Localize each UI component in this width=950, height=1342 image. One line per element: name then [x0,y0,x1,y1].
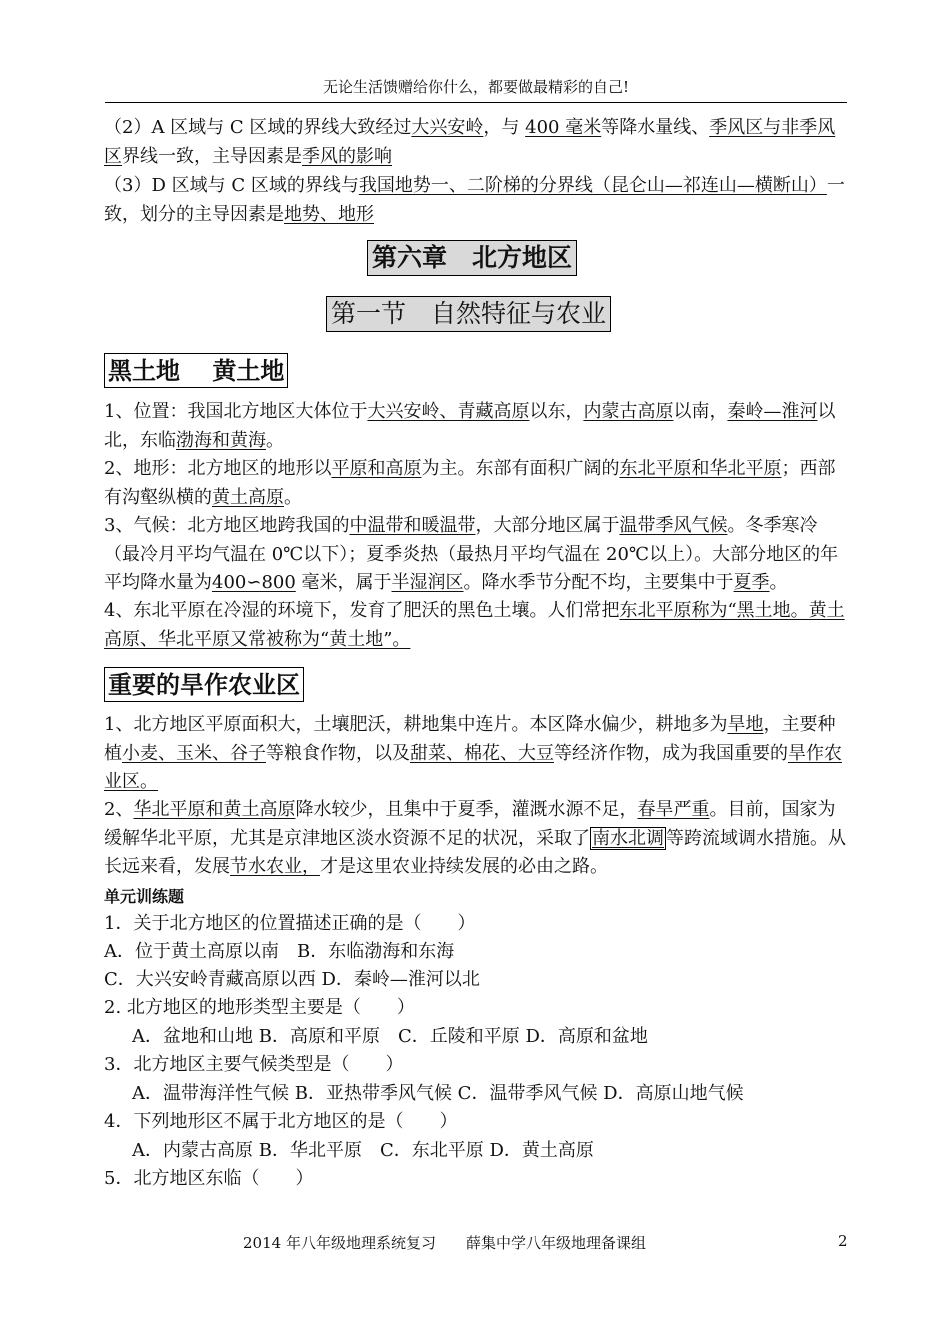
text-run: 毫米，属于 [295,572,392,593]
exercise-line: 2. 北方地区的地形类型主要是（ ） [104,997,415,1018]
answer-underline: 大兴安岭 [411,117,484,138]
text-run: 以北，东临 [104,401,836,451]
text-run: 3、气候：北方地区地跨我国的 [104,515,350,536]
answer-underline: 甜菜、棉花、大豆 [410,742,554,764]
exercise-line: 3．北方地区主要气候类型是（ ） [104,1054,404,1075]
answer-underline: 半湿润区 [391,572,464,593]
exercise-line: A．位于黄土高原以南 B．东临渤海和东海 [104,941,455,962]
text-run: 。 [769,572,788,593]
block1-item-2 [104,455,848,512]
exercise-line: A．内蒙古高原 B．华北平原 C．东北平原 D．黄土高原 [132,1140,594,1161]
text-run: 。 [266,429,284,451]
answer-underline: 春旱严重 [637,799,710,820]
text-run: 2、 [104,799,134,820]
intro-paragraph-2 [104,114,848,171]
answer-underline: 旱作农业区。 [104,742,842,792]
block2-item-2 [104,796,848,882]
text-run: 1、位置：我国北方地区大体位于 [104,401,368,422]
answer-underline: 中温带和暖温带 [349,515,476,536]
answer-underline: 东北平原和华北平原 [619,458,782,479]
exercise-line: A．盆地和山地 B．高原和平原 C．丘陵和平原 D．高原和盆地 [132,1026,648,1047]
text-run: 。 [284,486,302,508]
page-number: 2 [838,1232,848,1250]
text-run: ；西部有沟壑纵横的 [104,458,836,508]
exercise-line: 4．下列地形区不属于北方地区的是（ ） [104,1111,458,1132]
block1-item-1 [104,398,848,455]
block1-item-4 [104,597,848,654]
answer-underline: 渤海和黄海 [176,429,266,451]
text-run: ，大部分地区属于 [475,515,620,536]
text-run: 1、北方地区平原面积大，土壤肥沃，耕地集中连片。本区降水偏少，耕地多为 [104,714,728,735]
answer-underline-boxed: 南水北调 [592,827,664,849]
answer-underline: 节水农业， [230,856,320,877]
answer-underline: 秦岭—淮河 [727,401,818,422]
answer-underline: 东北平原称为“黑土地。黄土高原、华北平原又常被称为“黄土地”。 [104,600,845,650]
text-run: ，与 [483,117,526,138]
answer-underline: 我国地势一、二阶梯的分界线（昆仑山—祁连山—横断山） [358,175,827,196]
page-header-motto: 无论生活馈赠给你什么，都要做最精彩的自己! [105,76,847,103]
answer-underline: 平原和高原 [331,458,422,479]
text-run: 以东， [529,401,584,422]
text-run: 2、地形：北方地区的地形以 [104,458,332,479]
exercise-line: 1．关于北方地区的位置描述正确的是（ ） [104,913,476,934]
answer-underline: 黄土高原 [212,486,284,508]
text-run: 。冬季寒冷（最冷月平均气温在 0℃以下）；夏季炎热（最热月平均气温在 20℃以上）。大部分地区的年平均降水量为 [104,515,839,593]
exercise-line: A．温带海洋性气候 B．亚热带季风气候 C．温带季风气候 D．高原山地气候 [132,1083,744,1104]
intro-paragraph-3 [104,172,848,229]
text-run: 等粮食作物，以及 [266,742,410,764]
text-run: 。目前，国家为缓解华北平原，尤其是京津地区淡水资源不足的状况，采取了 [104,799,836,849]
exercise-line: 5．北方地区东临（ ） [104,1168,314,1189]
answer-underline: 地势、地形 [284,203,374,225]
text-run: （2）A 区域与 C 区域的界线大致经过 [104,117,412,138]
answer-underline: 华北平原和黄土高原 [133,799,296,820]
answer-underline: 温带季风气候 [619,515,728,536]
answer-underline: 旱地 [727,714,764,735]
footer-text: 2014 年八年级地理系统复习 薛集中学八年级地理备课组 [243,1234,646,1252]
exercise-line: C．大兴安岭青藏高原以西 D．秦岭—淮河以北 [104,969,480,990]
text-run: 。降水季节分配不均，主要集中于 [463,572,734,593]
text-run: （3）D 区域与 C 区域的界线与 [104,175,359,196]
chapter-title: 第六章 北方地区 [367,240,577,276]
text-run: 才是这里农业持续发展的必由之路。 [320,856,608,877]
exercise-heading: 单元训练题 [104,887,185,906]
block2-item-1 [104,711,848,797]
answer-underline: 季风区与非季风区 [104,117,836,167]
text-run: 等经济作物，成为我国重要的 [554,742,788,764]
text-run: 为主。东部有面积广阔的 [421,458,620,479]
text-run: 等降水量线、 [601,117,710,138]
answer-underline: 夏季 [733,572,770,593]
answer-underline: 400∽800 [212,572,296,593]
topic-title-black-yellow-land: 黑土地 黄土地 [104,353,288,388]
answer-underline: 大兴安岭、青藏高原 [367,401,530,422]
text-run: 4、东北平原在冷湿的环境下，发育了肥沃的黑色土壤。人们常把 [104,600,620,621]
text-run: 以南， [673,401,728,422]
text-run: 等跨流域调水措施。从长远来看，发展 [104,827,846,877]
topic-title-dry-farming: 重要的旱作农业区 [104,667,304,702]
answer-underline: 内蒙古高原 [583,401,674,422]
answer-underline: 季风的影响 [302,145,392,167]
text-run: 一致，划分的主导因素是 [104,175,845,225]
text-run: 降水较少，且集中于夏季，灌溉水源不足， [295,799,638,820]
section-title: 第一节 自然特征与农业 [326,296,611,332]
answer-underline: 小麦、玉米、谷子 [122,742,266,764]
text-run: ，主要种植 [104,714,836,764]
block1-item-3 [104,512,848,598]
text-run: 界线一致，主导因素是 [122,145,302,167]
answer-underline: 400 毫米 [525,117,602,138]
